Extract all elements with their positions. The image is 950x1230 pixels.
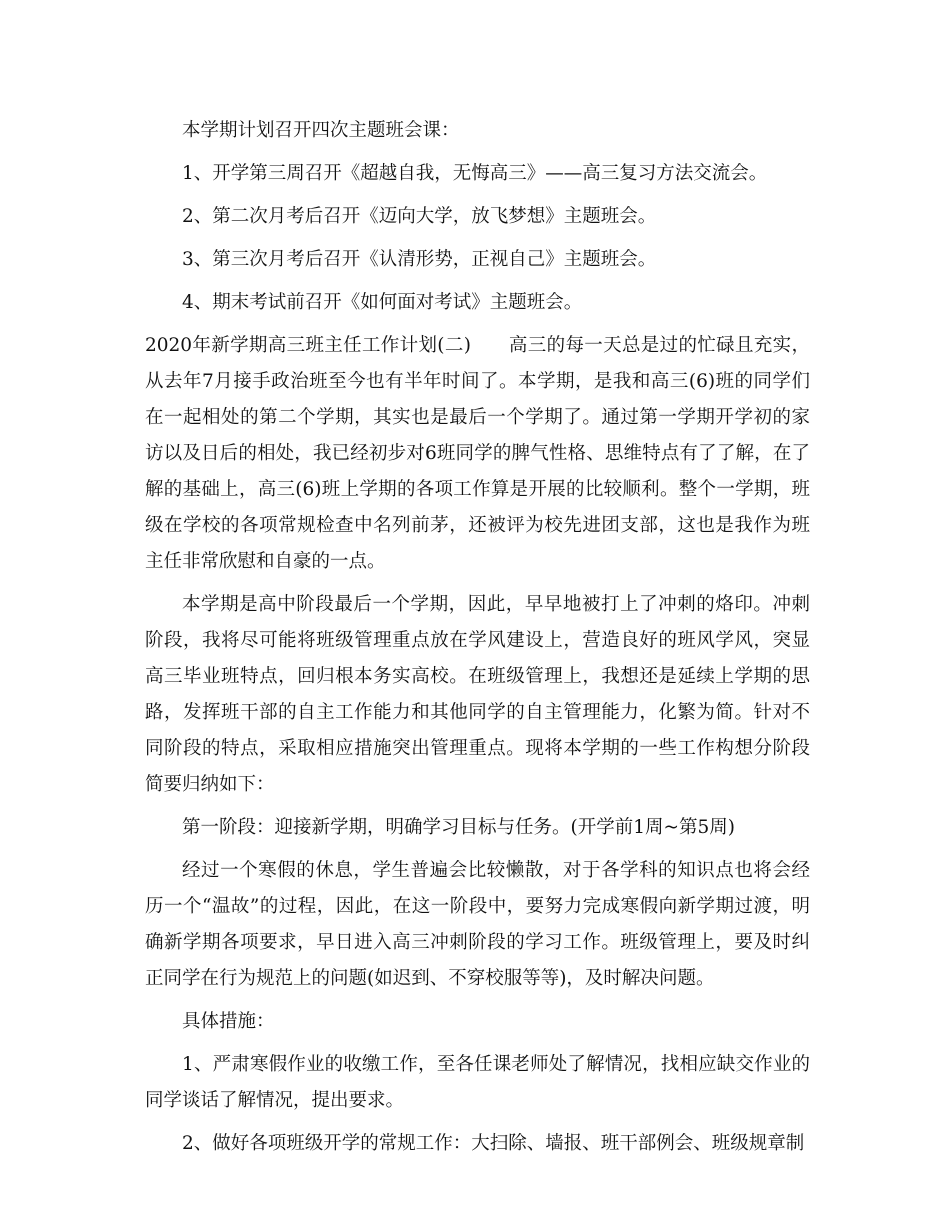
paragraph-measure-1: 1、严肃寒假作业的收缴工作，至各任课老师处了解情况，找相应缺交作业的同学谈话了解情况，提出要求。 [145, 1054, 810, 1111]
paragraph-stage-one-title: 第一阶段：迎接新学期，明确学习目标与任务。(开学前1周~第5周) [182, 817, 735, 838]
paragraph-semester-plan: 本学期是高中阶段最后一个学期，因此，早早地被打上了冲刺的烙印。冲刺阶段，我将尽可能将班级管理重点放在学风建设上，营造良好的班风学风，突显高三毕业班特点，回归根本务实高校。在班级管理上，我想还是延续上学期的思路，发挥班干部的自主工作能力和其他同学的自主管理能力，化繁为简。针对不同阶段的特点，采取相应措施突出管理重点。现将本学期的一些工作构想分阶段简要归纳如下： [145, 594, 810, 795]
paragraph-item-1: 1、开学第三周召开《超越自我，无悔高三》——高三复习方法交流会。 [182, 163, 768, 184]
paragraph-item-3: 3、第三次月考后召开《认清形势，正视自己》主题班会。 [182, 249, 657, 270]
paragraph-stage-one-body: 经过一个寒假的休息，学生普遍会比较懒散，对于各学科的知识点也将会经历一个“温故”的过程，因此，在这一阶段中，要努力完成寒假向新学期过渡，明确新学期各项要求，早日进入高三冲刺阶段的学习工作。班级管理上，要及时纠正同学在行为规范上的问题(如迟到、不穿校服等等)，及时解决问题。 [145, 860, 810, 989]
paragraph-intro: 本学期计划召开四次主题班会课： [182, 120, 460, 141]
paragraph-section-two: 2020年新学期高三班主任工作计划(二) 高三的每一天总是过的忙碌且充实，从去年7月接手政治班至今也有半年时间了。本学期，是我和高三(6)班的同学们在一起相处的第二个学期，其实也是最后一个学期了。通过第一学期开学初的家访以及日后的相处，我已经初步对6班同学的脾气性格、思维特点有了了解，在了解的基础上，高三(6)班上学期的各项工作算是开展的比较顺利。整个一学期，班级在学校的各项常规检查中名列前茅，还被评为校先进团支部，这也是我作为班主任非常欣慰和自豪的一点。 [145, 335, 810, 572]
paragraph-item-2: 2、第二次月考后召开《迈向大学，放飞梦想》主题班会。 [182, 206, 657, 227]
paragraph-item-4: 4、期末考试前召开《如何面对考试》主题班会。 [182, 292, 583, 313]
paragraph-measures-heading: 具体措施： [182, 1011, 275, 1032]
paragraph-measure-2: 2、做好各项班级开学的常规工作：大扫除、墙报、班干部例会、班级规章制 [182, 1133, 805, 1154]
